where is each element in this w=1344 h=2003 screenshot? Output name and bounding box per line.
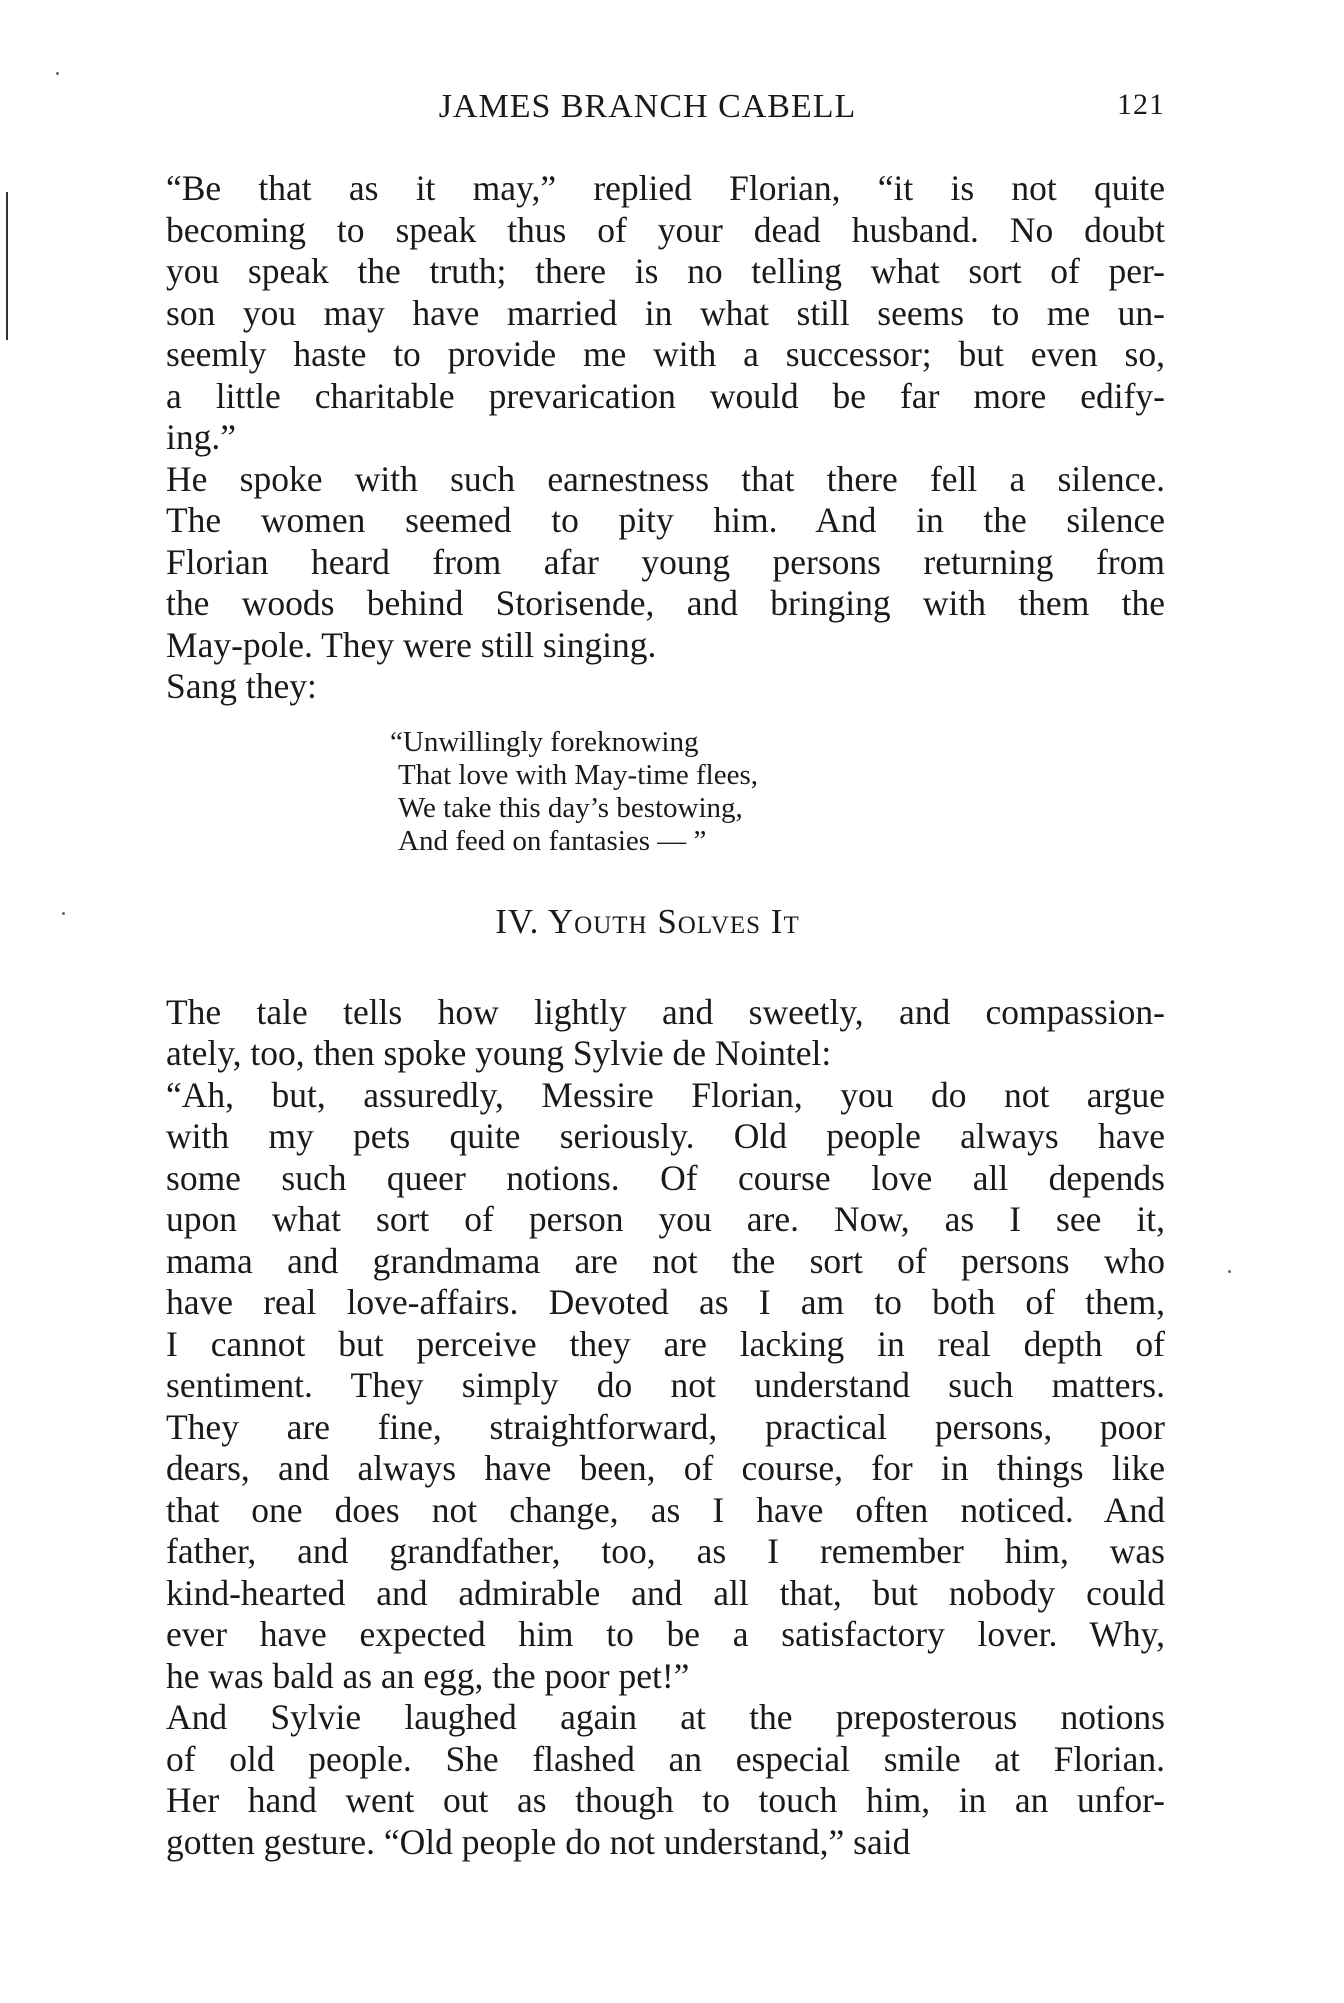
text-line: he was bald as an egg, the poor pet!” — [166, 1655, 690, 1696]
text-line: ever have expected him to be a satisfactory lover. Why, — [166, 1614, 1165, 1654]
text-line: ing.” — [166, 417, 236, 457]
text-line: that one does not change, as I have often noticed. And — [166, 1489, 1165, 1530]
text-line: have real love-affairs. Devoted as I am to both of them, — [166, 1282, 1165, 1322]
verse-block — [390, 726, 1165, 858]
paragraph — [130, 666, 1165, 708]
speck — [56, 72, 59, 75]
text-line: Her hand went out as though to touch him, in an unfor- — [166, 1780, 1165, 1820]
text-line: father, and grandfather, too, as I remember him, was — [166, 1531, 1165, 1571]
text-line: upon what sort of person you are. Now, as I see it, — [166, 1199, 1165, 1239]
text-line: Florian heard from afar young persons returning from — [166, 541, 1165, 582]
paragraph — [130, 992, 1165, 1075]
top-paragraphs — [130, 168, 1165, 708]
text-line: becoming to speak thus of your dead husband. No doubt — [166, 209, 1165, 250]
text-line: the woods behind Storisende, and bringing with them the — [166, 583, 1165, 623]
text-line: Sang they: — [166, 666, 317, 706]
section-heading-text: IV. Youth Solves It — [495, 901, 800, 941]
page-number: 121 — [1117, 88, 1165, 121]
section-heading — [130, 902, 1165, 942]
text-line: He spoke with such earnestness that there fell a silence. — [166, 458, 1165, 499]
text-line: kind-hearted and admirable and all that, but nobody could — [166, 1572, 1165, 1613]
verse-line: And feed on fantasies — ” — [398, 824, 707, 857]
text-line: of old people. She flashed an especial smile at Florian. — [166, 1738, 1165, 1779]
verse-line: We take this day’s bestowing, — [398, 791, 743, 824]
text-line: sentiment. They simply do not understand such matters. — [166, 1365, 1165, 1405]
text-line: seemly haste to provide me with a successor; but even so, — [166, 334, 1165, 374]
text-line: The tale tells how lightly and sweetly, and compassion- — [166, 991, 1165, 1032]
text-line: They are fine, straightforward, practical persons, poor — [166, 1406, 1165, 1447]
text-line: with my pets quite seriously. Old people always have — [166, 1116, 1165, 1156]
paragraph — [130, 1075, 1165, 1698]
text-line: The women seemed to pity him. And in the silence — [166, 500, 1165, 540]
page-body — [130, 168, 1165, 1863]
text-line: ately, too, then spoke young Sylvie de Nointel: — [166, 1033, 832, 1073]
text-line: I cannot but perceive they are lacking in real depth of — [166, 1323, 1165, 1364]
verse-line: That love with May-time flees, — [398, 758, 758, 791]
margin-mark — [6, 192, 8, 340]
text-line: some such queer notions. Of course love all depends — [166, 1157, 1165, 1198]
speck — [62, 912, 65, 915]
paragraph — [130, 168, 1165, 459]
text-line: May-pole. They were still singing. — [166, 624, 657, 665]
running-title: JAMES BRANCH CABELL — [438, 88, 857, 125]
speck — [1228, 1270, 1231, 1273]
text-line: son you may have married in what still seems to me un- — [166, 292, 1165, 333]
bottom-paragraphs — [130, 992, 1165, 1864]
text-line: you speak the truth; there is no telling what sort of per- — [166, 251, 1165, 291]
running-header — [130, 88, 1165, 138]
paragraph — [130, 1697, 1165, 1863]
text-line: dears, and always have been, of course, for in things like — [166, 1448, 1165, 1488]
verse-line: “Unwillingly foreknowing — [390, 725, 699, 758]
text-line: “Ah, but, assuredly, Messire Florian, you do not argue — [166, 1074, 1165, 1115]
text-line: a little charitable prevarication would be far more edify- — [166, 375, 1165, 416]
text-line: “Be that as it may,” replied Florian, “it is not quite — [166, 168, 1165, 208]
paragraph — [130, 459, 1165, 667]
text-line: And Sylvie laughed again at the preposterous notions — [166, 1697, 1165, 1737]
text-line: mama and grandmama are not the sort of persons who — [166, 1240, 1165, 1281]
text-line: gotten gesture. “Old people do not understand,” said — [166, 1821, 911, 1862]
